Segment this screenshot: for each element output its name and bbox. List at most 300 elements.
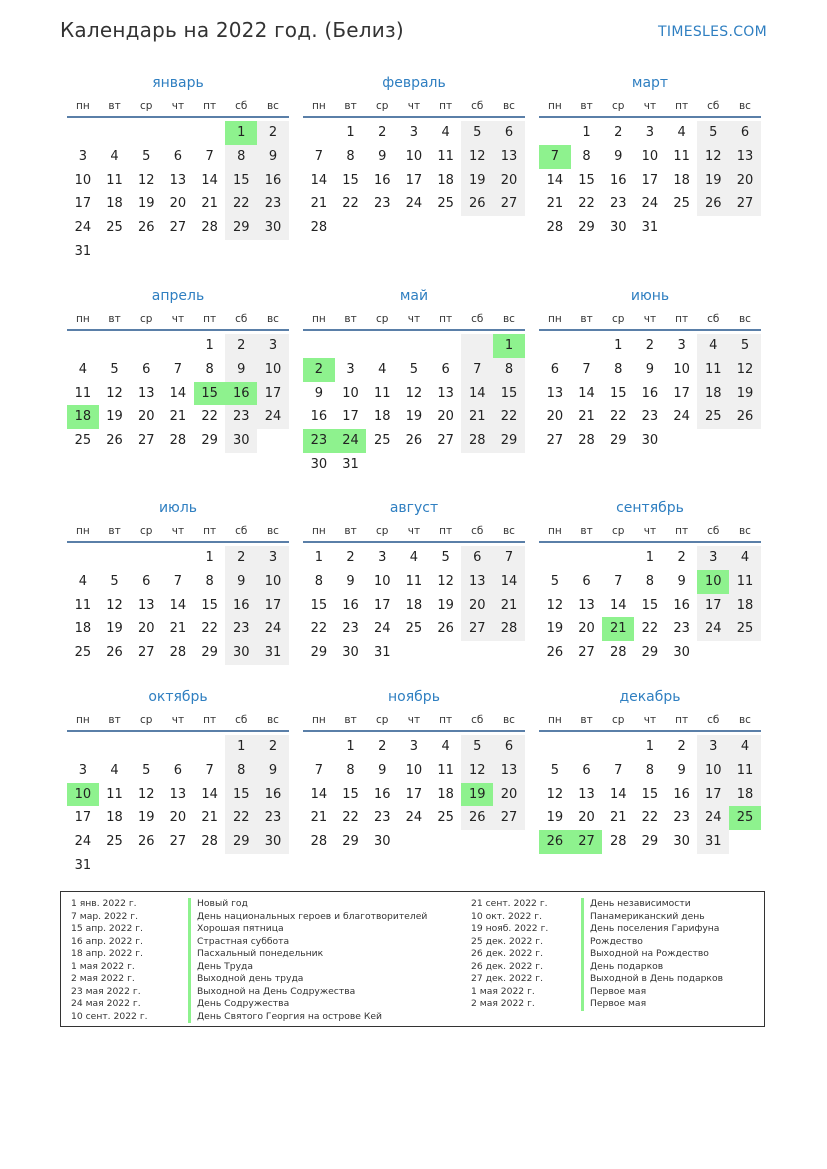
day-cell: 4 bbox=[378, 361, 387, 377]
day-cell: 14 bbox=[578, 385, 595, 401]
month-block bbox=[67, 687, 289, 878]
month-name: март bbox=[631, 75, 669, 91]
month-name: декабрь bbox=[619, 689, 681, 705]
day-cell: 21 bbox=[310, 196, 328, 212]
day-cell: 25 bbox=[106, 220, 123, 236]
empty-cell bbox=[398, 334, 430, 358]
day-cell: 11 bbox=[405, 573, 423, 589]
day-cell: 30 bbox=[641, 433, 659, 449]
day-cell: 19 bbox=[697, 169, 729, 193]
empty-cell bbox=[194, 735, 226, 759]
day-cell: 1 bbox=[346, 739, 355, 754]
day-cell: 15 bbox=[342, 786, 359, 802]
day-cell: 25 bbox=[437, 810, 454, 826]
day-cell: 23 bbox=[373, 810, 391, 826]
day-cell: 6 bbox=[582, 573, 591, 589]
day-cell: 26 bbox=[137, 834, 155, 850]
legend-date: 1 мая 2022 г. bbox=[71, 960, 135, 972]
holiday-day-cell: 26 bbox=[539, 830, 571, 854]
day-cell: 31 bbox=[342, 456, 359, 472]
day-cell: 11 bbox=[437, 148, 454, 164]
day-cell: 5 bbox=[441, 550, 450, 565]
day-cell: 29 bbox=[225, 216, 257, 240]
day-cell: 5 bbox=[550, 573, 559, 589]
legend-left-dates bbox=[71, 898, 148, 1023]
weekday-label: пн bbox=[75, 525, 90, 537]
day-cell: 23 bbox=[641, 409, 659, 425]
day-cell: 29 bbox=[201, 433, 218, 449]
day-grid bbox=[303, 334, 525, 477]
day-cell: 7 bbox=[614, 573, 623, 589]
day-cell: 26 bbox=[405, 433, 423, 449]
day-cell: 16 bbox=[641, 385, 659, 401]
empty-cell bbox=[130, 735, 162, 759]
day-cell: 16 bbox=[673, 597, 690, 613]
header-rule bbox=[303, 116, 525, 118]
day-cell: 17 bbox=[697, 594, 729, 618]
day-cell: 22 bbox=[609, 409, 627, 425]
day-cell: 26 bbox=[461, 192, 493, 216]
empty-cell bbox=[539, 735, 571, 759]
day-cell: 24 bbox=[257, 617, 289, 641]
brand-link[interactable]: TIMESLES.COM bbox=[658, 24, 767, 40]
day-cell: 26 bbox=[461, 806, 493, 830]
header-rule bbox=[67, 541, 289, 543]
weekday-label: чт bbox=[407, 100, 421, 112]
day-cell: 16 bbox=[609, 172, 627, 188]
day-cell: 1 bbox=[346, 125, 355, 140]
day-cell: 27 bbox=[729, 192, 761, 216]
month-name: август bbox=[389, 500, 439, 516]
day-cell: 12 bbox=[137, 786, 155, 802]
day-cell: 13 bbox=[493, 759, 525, 783]
legend-date: 7 мар. 2022 г. bbox=[71, 910, 139, 922]
day-cell: 6 bbox=[493, 121, 525, 145]
weekday-label: ср bbox=[375, 313, 389, 325]
day-cell: 11 bbox=[74, 597, 92, 613]
month-block bbox=[67, 286, 289, 453]
day-cell: 11 bbox=[673, 148, 690, 164]
day-cell: 7 bbox=[582, 361, 591, 377]
day-cell: 15 bbox=[493, 382, 525, 406]
day-cell: 8 bbox=[225, 759, 257, 783]
day-cell: 29 bbox=[342, 834, 359, 850]
day-cell: 4 bbox=[78, 573, 87, 589]
weekday-label: ср bbox=[611, 100, 625, 112]
weekday-label: пт bbox=[439, 313, 453, 325]
day-cell: 1 bbox=[205, 550, 214, 565]
weekday-label: чт bbox=[171, 714, 185, 726]
day-cell: 20 bbox=[578, 621, 595, 637]
day-cell: 14 bbox=[609, 786, 627, 802]
day-cell: 19 bbox=[137, 810, 155, 826]
legend-date: 10 окт. 2022 г. bbox=[471, 910, 543, 922]
legend-holiday-name: Выходной день труда bbox=[188, 973, 427, 986]
legend-date: 2 мая 2022 г. bbox=[71, 973, 135, 984]
day-cell: 14 bbox=[201, 172, 218, 188]
day-cell: 2 bbox=[378, 125, 387, 140]
empty-cell bbox=[303, 735, 335, 759]
day-cell: 31 bbox=[697, 830, 729, 854]
month-block bbox=[539, 687, 761, 854]
weekday-label: вт bbox=[344, 100, 357, 112]
day-cell: 31 bbox=[641, 220, 659, 236]
legend-holiday-name: День подарков bbox=[581, 961, 723, 974]
day-cell: 27 bbox=[493, 192, 525, 216]
holiday-day-cell: 19 bbox=[461, 783, 493, 807]
day-cell: 23 bbox=[673, 810, 690, 826]
day-cell: 3 bbox=[78, 148, 87, 164]
weekday-label: вс bbox=[502, 714, 515, 726]
empty-cell bbox=[194, 121, 226, 145]
legend-date: 26 дек. 2022 г. bbox=[471, 960, 544, 972]
weekday-label: ср bbox=[139, 714, 153, 726]
day-cell: 10 bbox=[342, 385, 359, 401]
day-cell: 16 bbox=[342, 597, 359, 613]
day-cell: 1 bbox=[314, 550, 323, 565]
day-cell: 5 bbox=[110, 361, 119, 377]
day-cell: 2 bbox=[257, 121, 289, 145]
day-cell: 26 bbox=[697, 192, 729, 216]
day-cell: 3 bbox=[645, 125, 655, 140]
day-cell: 22 bbox=[641, 621, 659, 637]
weekday-header bbox=[539, 521, 761, 541]
day-grid bbox=[303, 735, 525, 854]
weekday-label: пн bbox=[311, 714, 326, 726]
day-cell: 26 bbox=[106, 645, 123, 661]
day-cell: 10 bbox=[257, 358, 289, 382]
day-cell: 6 bbox=[173, 762, 183, 778]
weekday-label: ср bbox=[139, 313, 153, 325]
day-cell: 8 bbox=[645, 573, 655, 589]
day-cell: 16 bbox=[257, 169, 289, 193]
weekday-label: сб bbox=[235, 313, 248, 325]
day-cell: 21 bbox=[169, 621, 187, 637]
day-cell: 9 bbox=[677, 573, 686, 589]
day-cell: 8 bbox=[614, 361, 623, 377]
weekday-label: сб bbox=[471, 100, 484, 112]
day-cell: 27 bbox=[137, 433, 155, 449]
page-title: Календарь на 2022 год. (Белиз) bbox=[60, 18, 404, 42]
day-cell: 1 bbox=[645, 550, 655, 565]
day-cell: 16 bbox=[257, 783, 289, 807]
day-cell: 8 bbox=[346, 148, 355, 164]
day-cell: 14 bbox=[310, 786, 328, 802]
day-cell: 18 bbox=[106, 810, 123, 826]
day-cell: 28 bbox=[201, 834, 218, 850]
legend-holiday-name: Первое мая bbox=[581, 986, 723, 999]
day-cell: 18 bbox=[697, 382, 729, 406]
day-cell: 15 bbox=[225, 169, 257, 193]
day-cell: 23 bbox=[257, 192, 289, 216]
weekday-label: пт bbox=[439, 714, 453, 726]
legend-date: 16 апр. 2022 г. bbox=[71, 935, 143, 947]
day-cell: 13 bbox=[137, 385, 155, 401]
legend-date: 21 сент. 2022 г. bbox=[471, 898, 548, 909]
legend-holiday-name: Рождество bbox=[581, 936, 723, 949]
legend-date: 1 мая 2022 г. bbox=[471, 985, 535, 997]
day-cell: 6 bbox=[493, 735, 525, 759]
day-cell: 8 bbox=[346, 762, 355, 778]
empty-cell bbox=[99, 334, 131, 358]
empty-cell bbox=[571, 546, 603, 570]
legend-left-names bbox=[188, 898, 427, 1023]
day-cell: 24 bbox=[641, 196, 659, 212]
day-cell: 9 bbox=[314, 385, 323, 401]
weekday-label: пн bbox=[547, 714, 562, 726]
day-cell: 14 bbox=[546, 172, 564, 188]
day-grid bbox=[303, 121, 525, 240]
day-cell: 24 bbox=[697, 617, 729, 641]
empty-cell bbox=[162, 546, 194, 570]
day-cell: 23 bbox=[225, 405, 257, 429]
day-grid bbox=[539, 121, 761, 240]
legend-holiday-name: Выходной на День Содружества bbox=[188, 986, 427, 999]
day-cell: 29 bbox=[493, 429, 525, 453]
day-cell: 21 bbox=[493, 594, 525, 618]
day-cell: 21 bbox=[578, 409, 595, 425]
day-cell: 16 bbox=[225, 594, 257, 618]
day-cell: 25 bbox=[74, 433, 92, 449]
legend-holiday-name: День национальных героев и благотворителей bbox=[188, 911, 427, 924]
day-cell: 17 bbox=[74, 196, 92, 212]
header-rule bbox=[67, 730, 289, 732]
day-cell: 24 bbox=[74, 220, 92, 236]
day-cell: 20 bbox=[578, 810, 595, 826]
weekday-label: вт bbox=[580, 714, 593, 726]
weekday-label: вт bbox=[108, 525, 121, 537]
weekday-label: вс bbox=[266, 313, 279, 325]
day-cell: 18 bbox=[729, 594, 761, 618]
day-cell: 28 bbox=[201, 220, 218, 236]
day-cell: 3 bbox=[257, 334, 289, 358]
day-cell: 24 bbox=[257, 405, 289, 429]
weekday-label: ср bbox=[375, 714, 389, 726]
day-cell: 17 bbox=[257, 594, 289, 618]
day-cell: 12 bbox=[461, 759, 493, 783]
day-cell: 8 bbox=[205, 361, 214, 377]
holiday-day-cell: 1 bbox=[225, 121, 257, 145]
holiday-day-cell: 7 bbox=[539, 145, 571, 169]
day-cell: 3 bbox=[697, 735, 729, 759]
day-cell: 2 bbox=[677, 550, 686, 565]
day-cell: 28 bbox=[310, 220, 328, 236]
weekday-label: вс bbox=[502, 100, 515, 112]
day-cell: 14 bbox=[493, 570, 525, 594]
day-cell: 13 bbox=[169, 172, 187, 188]
day-cell: 2 bbox=[225, 546, 257, 570]
empty-cell bbox=[539, 546, 571, 570]
day-cell: 8 bbox=[314, 573, 323, 589]
day-cell: 5 bbox=[142, 148, 151, 164]
weekday-label: пт bbox=[203, 525, 217, 537]
weekday-label: пт bbox=[439, 100, 453, 112]
day-cell: 15 bbox=[641, 786, 659, 802]
weekday-label: сб bbox=[471, 714, 484, 726]
day-cell: 23 bbox=[225, 617, 257, 641]
day-cell: 30 bbox=[257, 830, 289, 854]
day-cell: 28 bbox=[578, 433, 595, 449]
day-grid bbox=[67, 735, 289, 878]
day-cell: 3 bbox=[78, 762, 87, 778]
weekday-label: пн bbox=[547, 313, 562, 325]
day-cell: 19 bbox=[106, 409, 123, 425]
day-cell: 25 bbox=[673, 196, 690, 212]
day-cell: 5 bbox=[461, 121, 493, 145]
day-cell: 25 bbox=[373, 433, 391, 449]
day-cell: 31 bbox=[74, 857, 92, 873]
day-cell: 10 bbox=[74, 172, 92, 188]
legend-date: 15 апр. 2022 г. bbox=[71, 923, 143, 934]
day-cell: 27 bbox=[169, 834, 187, 850]
day-cell: 23 bbox=[609, 196, 627, 212]
header-rule bbox=[539, 329, 761, 331]
weekday-label: сб bbox=[235, 100, 248, 112]
day-cell: 1 bbox=[225, 735, 257, 759]
header-rule bbox=[67, 329, 289, 331]
legend-holiday-name: День Содружества bbox=[188, 998, 427, 1011]
header-rule bbox=[539, 730, 761, 732]
day-cell: 20 bbox=[437, 409, 454, 425]
day-cell: 14 bbox=[169, 385, 187, 401]
empty-cell bbox=[67, 546, 99, 570]
day-cell: 19 bbox=[729, 382, 761, 406]
weekday-header bbox=[303, 521, 525, 541]
day-cell: 17 bbox=[257, 382, 289, 406]
day-cell: 26 bbox=[729, 405, 761, 429]
day-cell: 25 bbox=[729, 617, 761, 641]
day-cell: 16 bbox=[373, 786, 391, 802]
day-cell: 1 bbox=[614, 338, 623, 353]
day-cell: 22 bbox=[201, 409, 218, 425]
day-cell: 18 bbox=[74, 621, 92, 637]
weekday-label: пт bbox=[675, 100, 689, 112]
day-cell: 29 bbox=[225, 830, 257, 854]
legend-holiday-name: Панамериканский день bbox=[581, 911, 723, 924]
day-cell: 25 bbox=[437, 196, 454, 212]
weekday-label: пн bbox=[547, 100, 562, 112]
day-cell: 15 bbox=[201, 597, 218, 613]
holiday-day-cell: 16 bbox=[225, 382, 257, 406]
day-cell: 19 bbox=[405, 409, 423, 425]
day-cell: 30 bbox=[225, 641, 257, 665]
day-cell: 25 bbox=[74, 645, 92, 661]
day-cell: 5 bbox=[409, 361, 419, 377]
day-cell: 9 bbox=[677, 762, 686, 778]
weekday-label: ср bbox=[139, 100, 153, 112]
day-cell: 30 bbox=[609, 220, 627, 236]
month-block bbox=[303, 687, 525, 854]
weekday-label: ср bbox=[611, 525, 625, 537]
day-cell: 21 bbox=[546, 196, 564, 212]
weekday-label: сб bbox=[707, 100, 720, 112]
weekday-label: сб bbox=[235, 714, 248, 726]
day-cell: 25 bbox=[405, 621, 423, 637]
day-cell: 20 bbox=[169, 196, 187, 212]
day-cell: 10 bbox=[257, 570, 289, 594]
day-cell: 22 bbox=[201, 621, 218, 637]
day-cell: 22 bbox=[493, 405, 525, 429]
legend-date: 1 янв. 2022 г. bbox=[71, 898, 137, 909]
empty-cell bbox=[539, 121, 571, 145]
day-cell: 26 bbox=[106, 433, 123, 449]
empty-cell bbox=[130, 334, 162, 358]
day-cell: 23 bbox=[673, 621, 690, 637]
day-cell: 2 bbox=[378, 739, 387, 754]
day-cell: 27 bbox=[493, 806, 525, 830]
day-cell: 12 bbox=[437, 573, 454, 589]
month-name: июль bbox=[158, 500, 198, 516]
day-cell: 30 bbox=[342, 645, 359, 661]
weekday-label: чт bbox=[643, 525, 657, 537]
day-cell: 24 bbox=[405, 196, 423, 212]
month-name: январь bbox=[152, 75, 204, 91]
day-cell: 8 bbox=[205, 573, 214, 589]
holiday-day-cell: 18 bbox=[67, 405, 99, 429]
day-cell: 27 bbox=[437, 433, 454, 449]
month-name: февраль bbox=[382, 75, 446, 91]
day-grid bbox=[67, 546, 289, 665]
day-cell: 20 bbox=[137, 621, 155, 637]
day-cell: 6 bbox=[142, 361, 151, 377]
day-cell: 24 bbox=[697, 806, 729, 830]
empty-cell bbox=[430, 334, 462, 358]
day-cell: 12 bbox=[729, 358, 761, 382]
empty-cell bbox=[571, 334, 603, 358]
day-cell: 2 bbox=[614, 125, 623, 140]
holiday-day-cell: 25 bbox=[729, 806, 761, 830]
holiday-day-cell: 10 bbox=[697, 570, 729, 594]
day-cell: 5 bbox=[142, 762, 151, 778]
legend-holiday-name: Первое мая bbox=[581, 998, 723, 1011]
empty-cell bbox=[67, 121, 99, 145]
day-cell: 12 bbox=[106, 597, 123, 613]
day-cell: 28 bbox=[609, 645, 627, 661]
weekday-header bbox=[67, 521, 289, 541]
legend-holiday-name: Страстная суббота bbox=[188, 936, 427, 949]
day-cell: 17 bbox=[405, 786, 423, 802]
day-cell: 24 bbox=[673, 409, 690, 425]
empty-cell bbox=[162, 121, 194, 145]
day-cell: 21 bbox=[169, 409, 187, 425]
weekday-label: вт bbox=[108, 313, 121, 325]
weekday-label: сб bbox=[471, 313, 484, 325]
day-cell: 30 bbox=[310, 456, 328, 472]
weekday-label: чт bbox=[407, 525, 421, 537]
legend-holiday-name: День Труда bbox=[188, 961, 427, 974]
month-block bbox=[303, 73, 525, 240]
weekday-label: вс bbox=[738, 313, 751, 325]
day-cell: 8 bbox=[493, 358, 525, 382]
day-grid bbox=[67, 121, 289, 264]
day-cell: 30 bbox=[673, 645, 690, 661]
day-cell: 26 bbox=[437, 621, 454, 637]
holiday-day-cell: 1 bbox=[493, 334, 525, 358]
day-cell: 11 bbox=[373, 385, 391, 401]
empty-cell bbox=[335, 334, 367, 358]
weekday-label: вс bbox=[738, 714, 751, 726]
day-cell: 7 bbox=[314, 148, 323, 164]
weekday-label: вт bbox=[108, 100, 121, 112]
day-cell: 19 bbox=[437, 597, 454, 613]
weekday-label: ср bbox=[611, 714, 625, 726]
day-cell: 21 bbox=[461, 405, 493, 429]
legend-date: 23 мая 2022 г. bbox=[71, 985, 141, 997]
month-block bbox=[67, 73, 289, 264]
day-cell: 23 bbox=[257, 806, 289, 830]
weekday-label: пт bbox=[675, 313, 689, 325]
holiday-day-cell: 27 bbox=[571, 830, 603, 854]
